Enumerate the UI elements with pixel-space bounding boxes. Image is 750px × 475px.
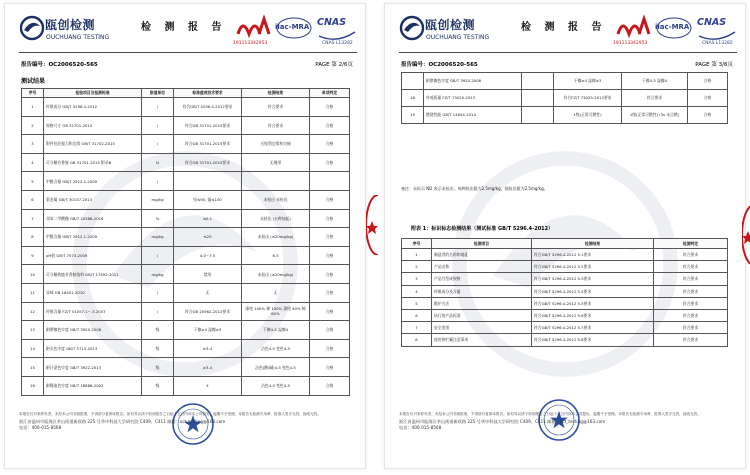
cell-req: 符合FZ/T 73025-2013要求: [554, 90, 622, 107]
col-header: 检测结果: [242, 89, 310, 98]
cell-item: 执行的产品标准: [432, 309, 532, 321]
cell-unit: [522, 73, 554, 90]
page-number: PAGE 第 2/6页: [315, 62, 353, 68]
col-header: 单项判定: [310, 89, 350, 98]
cma-badge: [235, 14, 271, 50]
cell-no: 19: [402, 107, 424, 124]
cell-no: 4: [22, 153, 44, 172]
labeling-table-title: 附表 1：标识标志检测结果（测试标准 GB/T 5296.4-2012）: [411, 226, 554, 232]
cell-no: 13: [22, 321, 44, 340]
cell-item: 产品号型或规格: [432, 273, 532, 285]
cell-item: 甲醛含量 GB/T 2912.1-2009: [44, 172, 142, 191]
table-row: [402, 334, 728, 346]
cnas-text: CNAS: [317, 17, 347, 28]
cell-req: 符合GB 31701-2015要求: [174, 153, 242, 172]
cell-result: 符合GB/T 5296.4-2012 5.2要求: [532, 261, 654, 273]
cell-item: 燃烧性能 GB/T 14644-2014: [424, 107, 522, 124]
cell-no: 9: [22, 246, 44, 265]
header-divider: [19, 52, 357, 53]
cnas-text: CNAS: [697, 17, 727, 28]
cell-result: 未检出 (≤20mg/kg): [242, 228, 310, 247]
seal-edge-icon: [742, 205, 750, 265]
cell-verdict: 符合要求: [654, 297, 728, 309]
report-page-3: [384, 3, 746, 469]
cell-result: 符合GB/T 5296.4-2012 5.3要求: [532, 273, 654, 285]
cell-unit: mg/kg: [142, 228, 174, 247]
cell-verdict: 合格: [310, 153, 350, 172]
cell-item: 制造者的名称和地址: [432, 249, 532, 261]
section-title: 测试结果: [21, 78, 46, 85]
cell-req: ≥3-4: [174, 339, 242, 358]
cell-item: 耐水色牢度 GB/T 5713-2013: [44, 339, 142, 358]
cell-no: 14: [22, 339, 44, 358]
cnas-badge: [695, 14, 739, 50]
cell-item: 维护方法: [432, 297, 532, 309]
cell-item: 纤维成分 GB/T 5296.4-2012: [44, 98, 142, 117]
table-header-row: [22, 89, 350, 98]
cell-result: 符合要求: [622, 90, 688, 107]
logo-chinese-text: 瓯创检测: [45, 18, 96, 32]
ilac-badge: [655, 14, 693, 50]
cell-item: 附件抗拉强力和边缘 GB/T 31702-2015: [44, 135, 142, 154]
cell-result: 符合GB/T 5296.4-2012 5.1要求: [532, 249, 654, 261]
cell-item: 耐唾液色牢度 GB/T 18886-2002: [44, 376, 142, 395]
results-note: 备注：未标示 ND 表示未检出，每种检出限为2.5mg/kg，镉检出限为2.5mg/kg。: [401, 186, 548, 191]
cell-no: 1: [22, 98, 44, 117]
cell-item: 异味 GB 18401-2010: [44, 283, 142, 302]
footer-phone: 电话：400-015-8568: [399, 425, 442, 430]
cell-unit: 级: [142, 376, 174, 395]
report-footer: [399, 412, 737, 431]
table-row: [402, 297, 728, 309]
cell-no: 7: [402, 322, 432, 334]
cell-no: 11: [22, 283, 44, 302]
cell-result: [242, 172, 310, 191]
test-results-table: [21, 88, 350, 396]
table-row: [402, 322, 728, 334]
cell-result: 符合GB/T 5296.4-2012 5.8要求: [532, 334, 654, 346]
footer-address: 浙江省温州市瓯海区茶山街道新欣路 225 号华中科技大学研究院 C409、C411 邮箱：oct_testing@163.com: [399, 419, 606, 424]
cell-verdict: 合格: [688, 73, 728, 90]
cell-result: 符合GB/T 5296.4-2012 5.5要求: [532, 297, 654, 309]
table-row: [22, 283, 350, 302]
cma-number: 191113342953: [233, 41, 268, 46]
cell-no: 10: [22, 265, 44, 284]
cell-no: 7: [22, 209, 44, 228]
test-results-continued-table: [401, 72, 728, 124]
cell-result: 无锐利边缘和尖端: [242, 135, 310, 154]
cell-result: 符合GB/T 5296.4-2012 5.7要求: [532, 322, 654, 334]
cell-no: 6: [402, 309, 432, 321]
cell-verdict: 符合要求: [654, 285, 728, 297]
cell-item: 邻苯二甲酸酯 GB/T 20388-2016: [44, 209, 142, 228]
cell-result: 未检出 未检出: [242, 190, 310, 209]
cell-result: 未检出 (≤20mg/kg): [242, 265, 310, 284]
cell-verdict: 合格: [310, 98, 350, 117]
col-header: 检测结果: [532, 239, 654, 249]
cell-verdict: 符合要求: [654, 261, 728, 273]
cell-req: 禁用: [174, 265, 242, 284]
cell-item: 外观质量 FZ/T 73025-2013: [424, 90, 522, 107]
cell-result: 沾色4-5 变色4-5: [242, 339, 310, 358]
company-logo: [19, 13, 110, 47]
cell-item: 纤维成分及含量: [432, 285, 532, 297]
cnas-number: CNAS L13282: [702, 41, 733, 46]
cell-no: 8: [22, 228, 44, 247]
cell-result: 1级(正常可燃性) (3s 未点燃): [622, 107, 688, 124]
cma-certification-icon: [235, 14, 271, 40]
cell-req: 符合GB 31701-2015要求: [174, 135, 242, 154]
cell-result: 无绳带: [242, 153, 310, 172]
col-header: 序号: [22, 89, 44, 98]
cell-verdict: 符合要求: [654, 322, 728, 334]
cell-result: 沾色(酸/碱)4-5 变色4-5: [242, 358, 310, 377]
cell-verdict: 合格: [310, 358, 350, 377]
cell-item: pH值 GB/T 7573-2009: [44, 246, 142, 265]
cell-req: ≤20: [174, 228, 242, 247]
cell-result: 符合GB/T 5296.4-2012 5.4要求: [532, 285, 654, 297]
cell-unit: /: [142, 116, 174, 135]
cell-no: 5: [402, 297, 432, 309]
logo-english-text: OUCHUANG TESTING: [46, 34, 110, 41]
table-row: [402, 261, 728, 273]
table-row: [402, 273, 728, 285]
cell-unit: /: [142, 172, 174, 191]
cma-badge: [615, 14, 651, 50]
table-row: [22, 116, 350, 135]
footer-phone: 电话：400-015-8568: [19, 425, 62, 430]
ilac-text: ilac-MRA: [655, 23, 690, 31]
page-number: PAGE 第 3/6页: [695, 62, 733, 68]
footer-disclaimer: 本报告仅对来样负责，未经本公司书面批准，不得部分复制本报告。如有异议请于收到报告之日起十五日内向本公司提出，逾期不予受理。本报告无检测专用章、批准人签字无效，涂改无效。: [399, 412, 701, 416]
cell-result: 未检出 (五种加起): [242, 209, 310, 228]
cell-result: 干擦4-5 湿擦4: [242, 321, 310, 340]
cell-req: ≥3-4: [174, 358, 242, 377]
cell-unit: N: [142, 153, 174, 172]
cell-result: 涤纶 100% 棉 100% 涤纶 40% 棉 60%: [242, 302, 310, 321]
cell-verdict: 合格: [310, 339, 350, 358]
cell-unit: /: [142, 98, 174, 117]
col-header: 标准值或技术要求: [174, 89, 242, 98]
seal-edge-icon: [366, 195, 378, 255]
report-number: 报告编号：OC2006520-565: [21, 62, 98, 68]
table-row: [22, 135, 350, 154]
cell-req: 干擦≥4 湿擦≥3: [174, 321, 242, 340]
cell-req: 4: [174, 376, 242, 395]
cell-no: 2: [22, 116, 44, 135]
report-header: [5, 4, 365, 60]
table-row: [22, 153, 350, 172]
table-row: [402, 309, 728, 321]
ilac-badge: [275, 14, 313, 50]
cell-unit: [522, 90, 554, 107]
cell-unit: /: [142, 246, 174, 265]
logo-chinese-text: 瓯创检测: [425, 18, 476, 32]
cell-item: 产品名称: [432, 261, 532, 273]
cell-no: 15: [22, 358, 44, 377]
cell-req: 4.0~7.5: [174, 246, 242, 265]
table-row: [22, 209, 350, 228]
cell-verdict: 合格: [310, 302, 350, 321]
table-row: [402, 107, 728, 124]
table-row: [22, 339, 350, 358]
logo-english-text: OUCHUANG TESTING: [426, 34, 490, 41]
cell-req: 铅≤90, 镉≤100: [174, 190, 242, 209]
cell-no: 3: [22, 135, 44, 154]
table-row: [22, 98, 350, 117]
table-row: [22, 358, 350, 377]
cell-result: 6.3: [242, 246, 310, 265]
ouchuang-swirl-icon: [19, 15, 45, 41]
report-number: 报告编号：OC2006520-565: [401, 62, 478, 68]
cell-req: 符合GB 31701-2015要求: [174, 116, 242, 135]
cell-unit: 级: [142, 358, 174, 377]
document-title: 检 测 报 告: [141, 22, 227, 33]
cell-result: 符合要求: [242, 98, 310, 117]
table-row: [22, 228, 350, 247]
cell-verdict: 符合要求: [654, 273, 728, 285]
cell-unit: [522, 107, 554, 124]
ilac-text: ilac-MRA: [275, 23, 310, 31]
cell-item: 重金属 GB/T 30157-2013: [44, 190, 142, 209]
table-row: [402, 90, 728, 107]
table-row: [402, 249, 728, 261]
table-row: [22, 376, 350, 395]
cell-no: 2: [402, 261, 432, 273]
cell-verdict: 合格: [310, 246, 350, 265]
cell-verdict: 合格: [688, 107, 728, 124]
col-header: 检验项目及检测标准: [44, 89, 142, 98]
cell-verdict: 合格: [310, 135, 350, 154]
cell-no: 8: [402, 334, 432, 346]
cell-req: 符合GB/T 5296.4-2012要求: [174, 98, 242, 117]
cell-item: 纤维含量 FZ/T 01057.1~.3-2007: [44, 302, 142, 321]
header-divider: [399, 52, 737, 53]
cell-unit: mg/kg: [142, 190, 174, 209]
table-row: [22, 265, 350, 284]
col-header: 检测判定: [654, 239, 728, 249]
footer-address: 浙江省温州市瓯海区茶山街道新欣路 225 号华中科技大学研究院 C409、C411 邮箱：oct_testing@163.com: [19, 419, 226, 424]
cell-no: 16: [22, 376, 44, 395]
table-row: [22, 172, 350, 191]
report-page-2: [4, 3, 366, 469]
cell-result: 干擦4-5 湿擦4: [622, 73, 688, 90]
cell-req: [174, 172, 242, 191]
cell-verdict: 符合要求: [654, 334, 728, 346]
cell-item: 安全类别: [432, 322, 532, 334]
table-row: [22, 321, 350, 340]
cell-unit: 级: [142, 339, 174, 358]
col-header: 检测项目: [432, 239, 532, 249]
table-row: [22, 190, 350, 209]
cell-no: 5: [22, 172, 44, 191]
cell-item: 可分解致癌芳香胺染料 GB/T 17592-2011: [44, 265, 142, 284]
table-row: [22, 246, 350, 265]
cell-no: 6: [22, 190, 44, 209]
cell-no: 1: [402, 249, 432, 261]
cell-unit: /: [142, 283, 174, 302]
cell-verdict: 符合要求: [654, 309, 728, 321]
cell-req: 无: [174, 283, 242, 302]
cell-verdict: 符合要求: [654, 249, 728, 261]
cell-unit: 级: [142, 321, 174, 340]
cell-verdict: 合格: [310, 376, 350, 395]
ilac-mra-icon: [655, 14, 693, 50]
cell-no: 3: [402, 273, 432, 285]
cell-unit: /: [142, 302, 174, 321]
cell-no: [402, 73, 424, 90]
table-row: [22, 302, 350, 321]
cell-item: 可分解芳香胺 GB 31701-2015 附录B: [44, 153, 142, 172]
cnas-number: CNAS L13282: [322, 41, 353, 46]
cell-req: 1级(正常可燃性): [554, 107, 622, 124]
table-header-row: [402, 239, 728, 249]
cell-unit: %: [142, 209, 174, 228]
cma-number: 191113342953: [613, 41, 648, 46]
cell-result: 符合要求: [242, 116, 310, 135]
cell-unit: /: [142, 135, 174, 154]
cell-verdict: 合格: [310, 209, 350, 228]
cell-item: 耐摩擦色牢度 GB/T 3920-2008: [44, 321, 142, 340]
cell-verdict: 合格: [310, 228, 350, 247]
ilac-mra-icon: [275, 14, 313, 50]
cell-verdict: 合格: [310, 190, 350, 209]
col-header: 限值单位: [142, 89, 174, 98]
cell-no: 4: [402, 285, 432, 297]
cma-certification-icon: [615, 14, 651, 40]
cell-verdict: 合格: [310, 283, 350, 302]
col-header: 序号: [402, 239, 432, 249]
cell-req: ≤0.1: [174, 209, 242, 228]
cell-item: 使用和贮藏注意事项: [432, 334, 532, 346]
footer-disclaimer: 本报告仅对来样负责，未经本公司书面批准，不得部分复制本报告。如有异议请于收到报告之日起十五日内向本公司提出，逾期不予受理。本报告无检测专用章、批准人签字无效，涂改无效。: [19, 412, 321, 416]
table-row: [402, 285, 728, 297]
cell-no: 18: [402, 90, 424, 107]
cell-result: 无: [242, 283, 310, 302]
cell-req: 干擦≥4 湿擦≥3: [554, 73, 622, 90]
cell-verdict: 合格: [310, 321, 350, 340]
cell-unit: mg/kg: [142, 265, 174, 284]
cell-result: 符合GB/T 5296.4-2012 5.6要求: [532, 309, 654, 321]
cell-item: 耐摩擦色牢度 GB/T 3920-2008: [424, 73, 522, 90]
cell-verdict: 合格: [310, 116, 350, 135]
labeling-results-table: [401, 238, 728, 347]
cell-no: 12: [22, 302, 44, 321]
cell-item: 规格尺寸 GB 31701-2015: [44, 116, 142, 135]
report-footer: [19, 412, 357, 431]
cnas-badge: [315, 14, 359, 50]
cell-item: 耐汗渍色牢度 GB/T 3922-2013: [44, 358, 142, 377]
report-header: [385, 4, 745, 60]
table-row: [402, 73, 728, 90]
document-title: 检 测 报 告: [521, 22, 607, 33]
cell-verdict: 合格: [688, 90, 728, 107]
cell-result: 沾色4-5 变色4-5: [242, 376, 310, 395]
cell-req: 符合GB 20962-2012要求: [174, 302, 242, 321]
cell-verdict: [310, 172, 350, 191]
cell-verdict: 合格: [310, 265, 350, 284]
ouchuang-swirl-icon: [399, 15, 425, 41]
company-logo: [399, 13, 490, 47]
cell-item: 甲醛含量 GB/T 2912.1-2009: [44, 228, 142, 247]
